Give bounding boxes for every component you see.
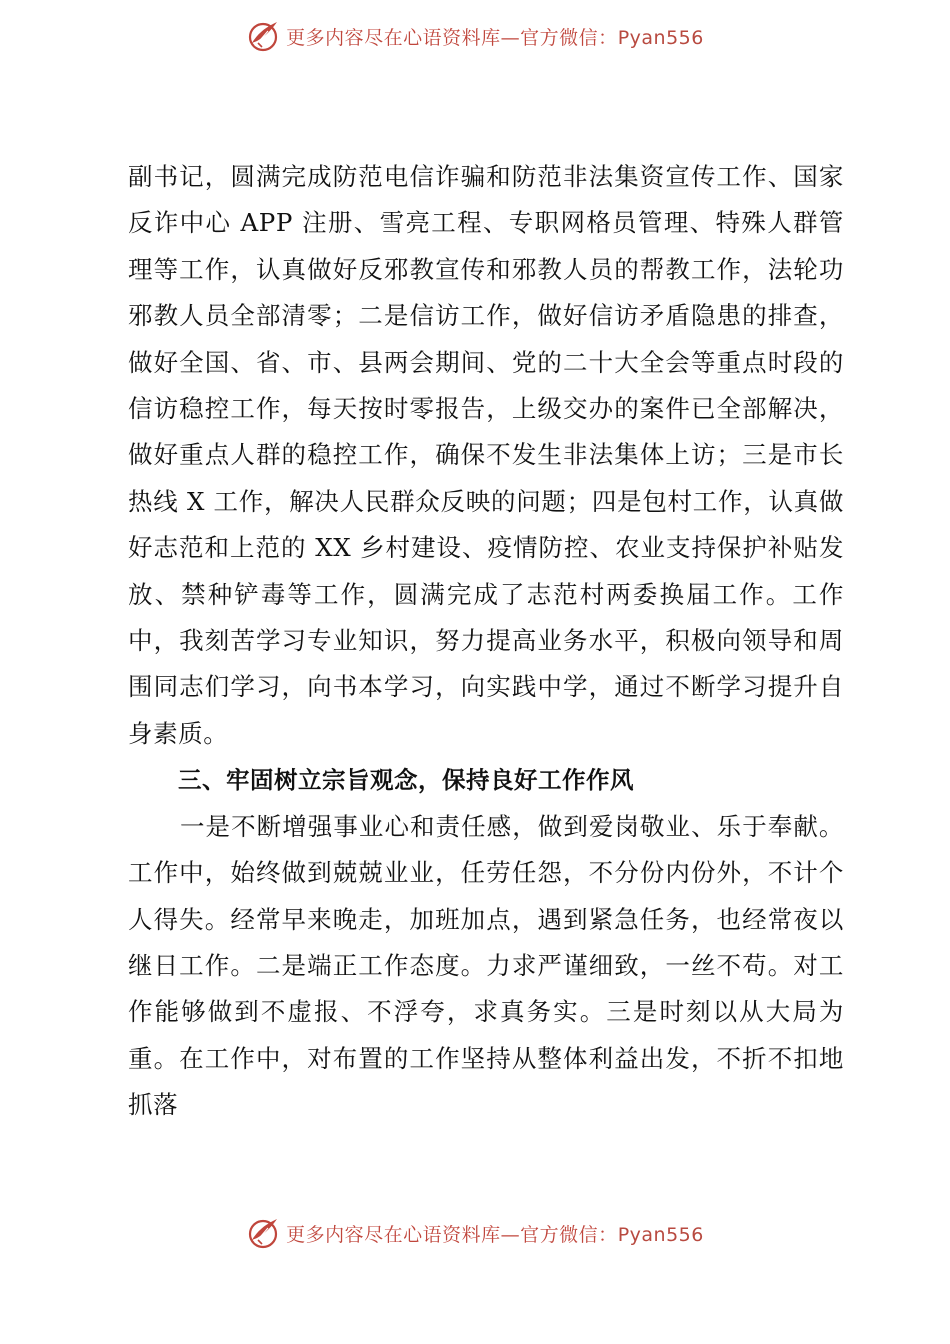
footer-banner-account: Pyan556 (617, 1223, 704, 1246)
header-banner-suffix: 官方微信： (520, 26, 618, 49)
footer-banner-suffix: 官方微信： (520, 1223, 618, 1246)
feather-pen-logo-icon (246, 19, 280, 53)
footer-banner-separator: — (500, 1223, 521, 1246)
header-banner-title: 更多内容尽在心语资料库 (286, 26, 501, 49)
header-banner (0, 16, 950, 56)
section-heading-3: 三、牢固树立宗旨观念，保持良好工作作风 (178, 766, 634, 795)
header-banner-text (286, 23, 704, 50)
footer-banner (0, 1213, 950, 1253)
feather-pen-logo-icon (246, 1216, 280, 1250)
header-banner-account: Pyan556 (617, 26, 704, 49)
footer-banner-text (286, 1220, 704, 1247)
paragraph-1: 副书记，圆满完成防范电信诈骗和防范非法集资宣传工作、国家反诈中心 APP 注册、雪亮工程、专职网格员管理、特殊人群管理等工作，认真做好反邪教宣传和邪教人员的帮教工作，法轮功邪教人员全部清零；二是信访工作，做好信访矛盾隐患的排查，做好全国、省、市、县两会期间、党的二十大全会等重点时段的信访稳控工作，每天按时零报告，上级交办的案件已全部解决， 做好重点人群的稳控工作，确保不发生非法集体上访；三是市长热线 X 工作，解决人民群众反映的问题；四是包村工作，认真做好志范和上范的 XX 乡村建设、疫情防控、农业支持保护补贴发放、禁种铲毒等工作，圆满完成了志范村两委换届工作。工作中，我刻苦学习专业知识，努力提高业务水平，积极向领导和周围同志们学习，向书本学习，向实践中学，通过不断学习提升自身素质。 (128, 162, 844, 748)
paragraph-2: 一是不断增强事业心和责任感，做到爱岗敬业、乐于奉献。工作中，始终做到兢兢业业，任劳任怨，不分份内份外，不计个人得失。经常早来晚走，加班加点，遇到紧急任务，也经常夜以继日工作。二是端正工作态度。力求严谨细致，一丝不苟。对工作能够做到不虚报、不浮夸，求真务实。三是时刻以从大局为重。在工作中，对布置的工作坚持从整体利益出发，不折不扣地抓落 (128, 811, 844, 1120)
footer-banner-title: 更多内容尽在心语资料库 (286, 1223, 501, 1246)
document-body (128, 154, 844, 1129)
header-banner-separator: — (500, 26, 521, 49)
